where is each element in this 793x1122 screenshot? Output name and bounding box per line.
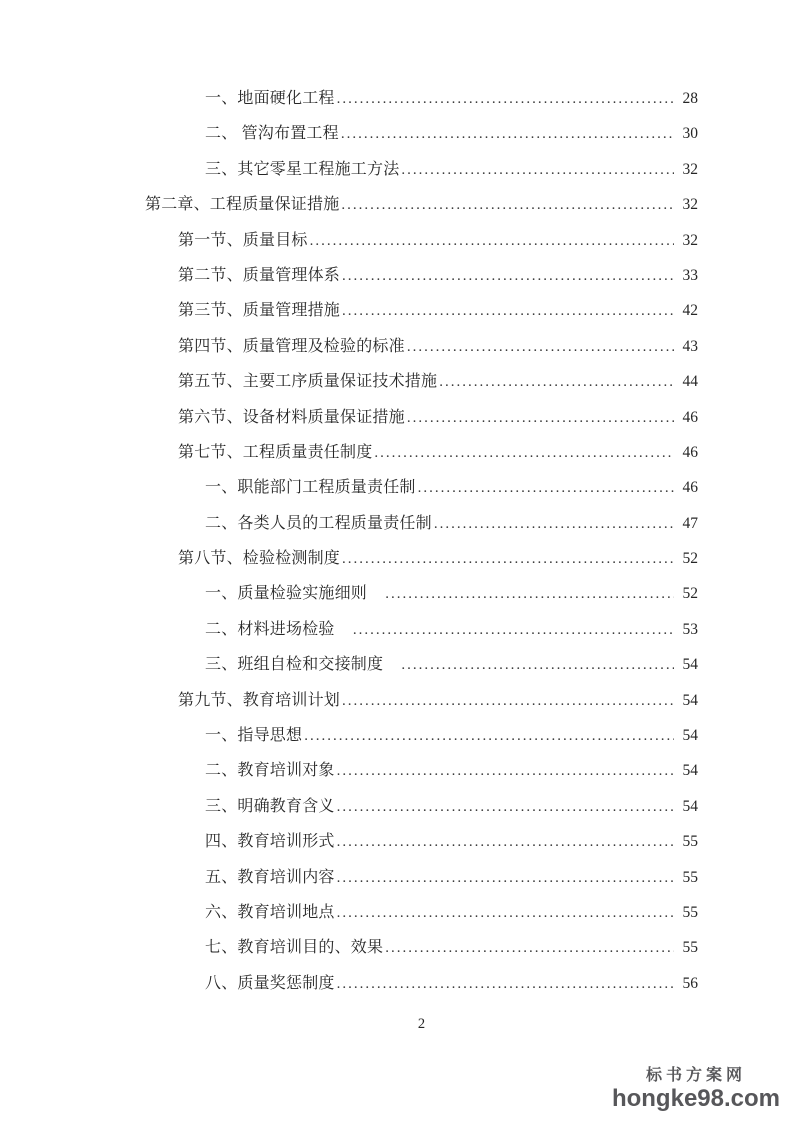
- toc-dot-leader: [407, 409, 674, 427]
- toc-entry-title: 三、其它零星工程施工方法: [205, 160, 400, 178]
- toc-entry-title: 七、教育培训目的、效果: [205, 939, 384, 957]
- toc-entry[interactable]: [145, 899, 698, 934]
- toc-entry[interactable]: [145, 864, 698, 899]
- toc-entry-page: 53: [682, 620, 698, 638]
- toc-entry-page: 54: [682, 797, 698, 815]
- toc-entry[interactable]: [145, 545, 698, 580]
- toc-entry-page: 46: [682, 443, 698, 461]
- toc-dot-leader: [337, 975, 674, 993]
- toc-entry-title: 二、 管沟布置工程: [205, 125, 339, 143]
- toc-dot-leader: [342, 267, 674, 285]
- toc-entry-page: 54: [682, 656, 698, 674]
- toc-entry[interactable]: [145, 687, 698, 722]
- toc-dot-leader: [342, 550, 674, 568]
- toc-entry-title: 第九节、教育培训计划: [178, 691, 341, 709]
- toc-dot-leader: [385, 585, 674, 603]
- toc-entry[interactable]: [145, 262, 698, 297]
- toc-entry-title: 第一节、质量目标: [178, 231, 308, 249]
- toc-entry-title: 二、教育培训对象: [205, 762, 335, 780]
- toc-entry-title: 第五节、主要工序质量保证技术措施: [178, 373, 438, 391]
- toc-entry-page: 46: [682, 408, 698, 426]
- toc-dot-leader: [341, 196, 674, 214]
- toc-entry-page: 52: [682, 550, 698, 568]
- toc-entry-title: 四、教育培训形式: [205, 833, 335, 851]
- toc-entry[interactable]: [145, 722, 698, 757]
- toc-entry-title: 第四节、质量管理及检验的标准: [178, 337, 405, 355]
- toc-entry-page: 42: [682, 302, 698, 320]
- toc-entry[interactable]: [145, 757, 698, 792]
- toc-entry-title: 第七节、工程质量责任制度: [178, 443, 373, 461]
- toc-entry[interactable]: [145, 793, 698, 828]
- toc-entry-page: 52: [682, 585, 698, 603]
- toc-dot-leader: [353, 621, 674, 639]
- toc-dot-leader: [337, 869, 674, 887]
- watermark: [612, 1068, 780, 1111]
- toc-dot-leader: [337, 904, 674, 922]
- toc-entry-title: 三、明确教育含义: [205, 797, 335, 815]
- toc-entry-page: 54: [682, 691, 698, 709]
- toc-entry-page: 47: [682, 514, 698, 532]
- toc-entry-title: 第二章、工程质量保证措施: [145, 196, 340, 214]
- toc-entry-title: 二、各类人员的工程质量责任制: [205, 514, 432, 532]
- toc-dot-leader: [401, 161, 674, 179]
- toc-entry[interactable]: [145, 651, 698, 686]
- toc-entry-title: 第八节、检验检测制度: [178, 550, 341, 568]
- toc-dot-leader: [374, 444, 674, 462]
- toc-entry[interactable]: [145, 227, 698, 262]
- toc-dot-leader: [407, 338, 674, 356]
- toc-entry[interactable]: [145, 970, 698, 1005]
- toc-entry-page: 32: [682, 160, 698, 178]
- toc-entry-title: 第三节、质量管理措施: [178, 302, 341, 320]
- toc-dot-leader: [342, 302, 674, 320]
- toc-entry[interactable]: [145, 510, 698, 545]
- toc-dot-leader: [439, 373, 674, 391]
- toc-entry[interactable]: [145, 368, 698, 403]
- toc-entry-title: 一、地面硬化工程: [205, 90, 335, 107]
- toc-entry-page: 56: [682, 974, 698, 992]
- toc-dot-leader: [385, 939, 674, 957]
- toc-entry-page: 44: [682, 373, 698, 391]
- watermark-site-url[interactable]: hongke98.com: [611, 1085, 780, 1112]
- toc-entry-page: 32: [682, 231, 698, 249]
- toc-entry-page: 28: [682, 90, 698, 107]
- toc-entry-page: 30: [682, 125, 698, 143]
- toc-dot-leader: [337, 762, 674, 780]
- toc-entry[interactable]: [145, 191, 698, 226]
- toc-entry-page: 43: [682, 337, 698, 355]
- toc-dot-leader: [434, 515, 674, 533]
- toc-entry[interactable]: [145, 474, 698, 509]
- toc-entry[interactable]: [145, 404, 698, 439]
- toc-entry-page: 54: [682, 762, 698, 780]
- toc-entry-title: 二、材料进场检验: [205, 620, 351, 638]
- toc-entry-title: 第六节、设备材料质量保证措施: [178, 408, 405, 426]
- toc-entry-title: 六、教育培训地点: [205, 903, 335, 921]
- toc-entry[interactable]: [145, 828, 698, 863]
- toc-entry-page: 55: [682, 903, 698, 921]
- toc-dot-leader: [418, 479, 674, 497]
- toc-entry-title: 第二节、质量管理体系: [178, 266, 341, 284]
- toc-entry-title: 三、班组自检和交接制度: [205, 656, 400, 674]
- toc-dot-leader: [401, 656, 674, 674]
- toc-entry[interactable]: [145, 156, 698, 191]
- toc-entry[interactable]: [145, 439, 698, 474]
- toc-dot-leader: [337, 833, 674, 851]
- toc-entry-page: 32: [682, 196, 698, 214]
- toc-entry[interactable]: [145, 297, 698, 332]
- table-of-contents: [145, 85, 698, 1005]
- toc-entry-page: 55: [682, 833, 698, 851]
- toc-entry[interactable]: [145, 85, 698, 120]
- toc-dot-leader: [337, 90, 674, 108]
- toc-dot-leader: [337, 798, 674, 816]
- toc-entry-title: 一、质量检验实施细则: [205, 585, 384, 603]
- toc-entry[interactable]: [145, 120, 698, 155]
- toc-entry-title: 五、教育培训内容: [205, 868, 335, 886]
- watermark-site-name: 标书方案网: [645, 1067, 746, 1084]
- toc-dot-leader: [342, 692, 674, 710]
- toc-dot-leader: [341, 125, 674, 143]
- toc-entry-title: 一、职能部门工程质量责任制: [205, 479, 416, 497]
- toc-entry-title: 八、质量奖惩制度: [205, 974, 335, 992]
- toc-entry-page: 55: [682, 939, 698, 957]
- toc-entry[interactable]: [145, 934, 698, 969]
- toc-entry-page: 46: [682, 479, 698, 497]
- toc-entry[interactable]: [145, 580, 698, 615]
- toc-entry-page: 55: [682, 868, 698, 886]
- toc-dot-leader: [310, 232, 674, 250]
- toc-entry-page: 54: [682, 727, 698, 745]
- toc-entry-page: 33: [682, 266, 698, 284]
- toc-dot-leader: [304, 727, 674, 745]
- page-number: 2: [417, 1016, 426, 1032]
- toc-entry[interactable]: [145, 333, 698, 368]
- toc-entry[interactable]: [145, 616, 698, 651]
- toc-entry-title: 一、指导思想: [205, 727, 303, 745]
